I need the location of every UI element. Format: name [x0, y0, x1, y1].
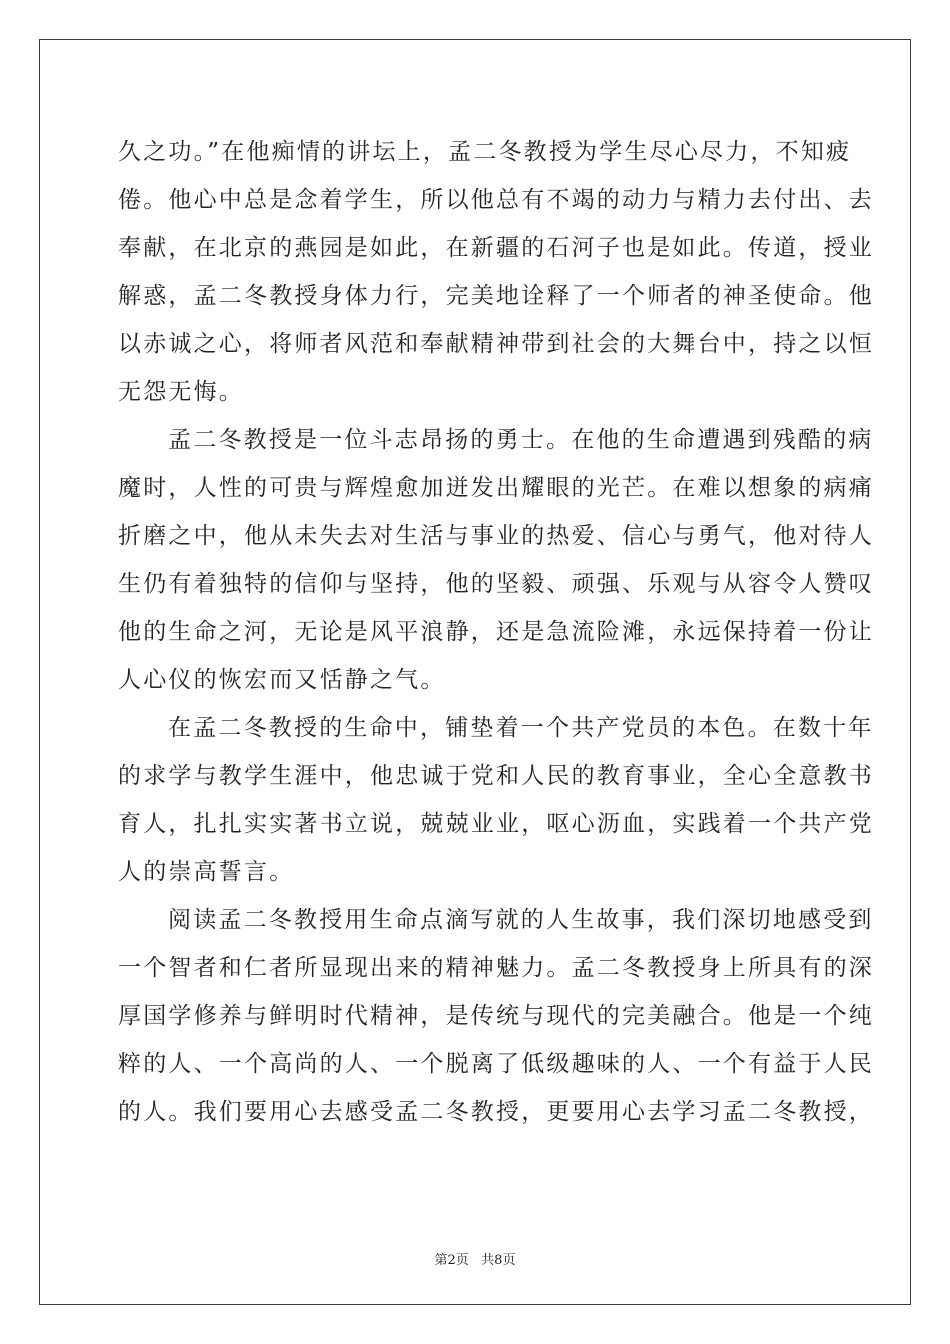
text-line: 久之功。”在他痴情的讲坛上，孟二冬教授为学生尽心尽力，不知疲 — [118, 139, 852, 165]
text-line: 育人，扎扎实实著书立说，兢兢业业，呕心沥血，实践着一个共产党 — [118, 811, 874, 837]
text-line: 厚国学修养与鲜明时代精神，是传统与现代的完美融合。他是一个纯 — [118, 1003, 874, 1029]
paragraph-start-line: 孟二冬教授是一位斗志昂扬的勇士。在他的生命遭遇到残酷的病 — [168, 427, 874, 453]
text-line: 奉献，在北京的燕园是如此，在新疆的石河子也是如此。传道，授业 — [118, 235, 874, 261]
text-line: 折磨之中，他从未失去对生活与事业的热爱、信心与勇气，他对待人 — [118, 523, 874, 549]
text-line: 生仍有着独特的信仰与坚持，他的坚毅、顽强、乐观与从容令人赞叹 — [118, 571, 874, 597]
text-line: 粹的人、一个高尚的人、一个脱离了低级趣味的人、一个有益于人民 — [118, 1051, 874, 1077]
text-line: 解惑，孟二冬教授身体力行，完美地诠释了一个师者的神圣使命。他 — [118, 283, 874, 309]
paragraph-start-line: 在孟二冬教授的生命中，铺垫着一个共产党员的本色。在数十年 — [168, 715, 874, 741]
text-line: 人的崇高誓言。 — [118, 859, 295, 885]
paragraph-start-line: 阅读孟二冬教授用生命点滴写就的人生故事，我们深切地感受到 — [168, 907, 874, 933]
text-line: 他的生命之河，无论是风平浪静，还是急流险滩，永远保持着一份让 — [118, 619, 874, 645]
document-body — [118, 128, 874, 1136]
page-number: 第2页 共8页 — [434, 1253, 516, 1268]
text-line: 倦。他心中总是念着学生，所以他总有不竭的动力与精力去付出、去 — [118, 187, 874, 213]
text-line: 一个智者和仁者所显现出来的精神魅力。孟二冬教授身上所具有的深 — [118, 955, 874, 981]
text-line: 人心仪的恢宏而又恬静之气。 — [118, 667, 446, 693]
text-line: 以赤诚之心，将师者风范和奉献精神带到社会的大舞台中，持之以恒 — [118, 331, 874, 357]
text-line: 的求学与教学生涯中，他忠诚于党和人民的教育事业，全心全意教书 — [118, 763, 874, 789]
text-line: 的人。我们要用心去感受孟二冬教授，更要用心去学习孟二冬教授， — [118, 1099, 874, 1125]
text-line: 无怨无悔。 — [118, 379, 244, 405]
text-line: 魔时，人性的可贵与辉煌愈加迸发出耀眼的光芒。在难以想象的病痛 — [118, 475, 874, 501]
